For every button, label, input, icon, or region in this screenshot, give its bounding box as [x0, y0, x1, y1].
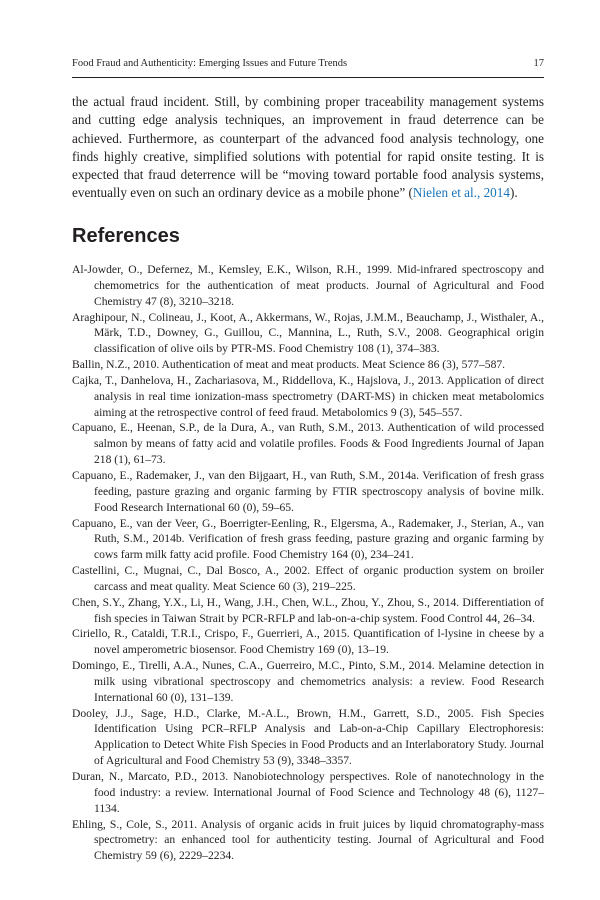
running-title: Food Fraud and Authenticity: Emerging Issues and Future Trends — [72, 58, 348, 69]
body-text: the actual fraud incident. Still, by combining proper traceability management systems and cutting edge analysis techniques, an improvement in fraud deterrence can be achieved. Furthermore, as counterpart of the advanced food analysis technology, one finds highly creative, simplified solutions with potential for rapid onsite testing. It is expected that fraud deterrence will be “moving toward portable food analysis systems, eventually even on such an ordinary device as a mobile phone” ( — [72, 94, 544, 201]
reference-item: Al-Jowder, O., Defernez, M., Kemsley, E.K., Wilson, R.H., 1999. Mid-infrared spectroscopy and chemometrics for the authentication of meat products. Journal of Agricultural and Food Chemistry 47 (8), 3210–3218. — [72, 263, 544, 308]
running-header — [72, 57, 544, 70]
body-paragraph — [72, 93, 544, 203]
reference-item: Domingo, E., Tirelli, A.A., Nunes, C.A., Guerreiro, M.C., Pinto, S.M., 2014. Melamine detection in milk using vibrational spectroscopy and chemometrics analysis: a review. Food Research International 60 (0), 131–139. — [72, 659, 544, 704]
reference-item: Dooley, J.J., Sage, H.D., Clarke, M.-A.L., Brown, H.M., Garrett, S.D., 2005. Fish Species Identification Using PCR–RFLP Analysis and Lab-on-a-Chip Capillary Electrophoresis: Application to Detect White Fish Species in Food Products and an Interlaboratory Study. Journal of Agricultural and Food Chemistry 53 (9), 3348–3357. — [72, 706, 544, 768]
reference-item: Ehling, S., Cole, S., 2011. Analysis of organic acids in fruit juices by liquid chromatography-mass spectrometry: an enhanced tool for authenticity testing. Journal of Agricultural and Food Chemistry 59 (6), 2229–2234. — [72, 817, 544, 863]
citation-link[interactable]: Nielen et al., 2014 — [412, 185, 510, 201]
reference-item: Duran, N., Marcato, P.D., 2013. Nanobiotechnology perspectives. Role of nanotechnology in the food industry: a review. International Journal of Food Science and Technology 48 (6), 1127–1134. — [72, 770, 544, 815]
body-text-end: ). — [509, 185, 518, 201]
header-rule — [72, 77, 544, 78]
reference-item: Chen, S.Y., Zhang, Y.X., Li, H., Wang, J.H., Chen, W.L., Zhou, Y., Zhou, S., 2014. Differentiation of fish species in Taiwan Strait by PCR-RFLP and lab-on-a-chip system. Food Control 44, 26–34. — [72, 595, 544, 625]
reference-item: Araghipour, N., Colineau, J., Koot, A., Akkermans, W., Rojas, J.M.M., Beauchamp, J., Wisthaler, A., Märk, T.D., Downey, G., Guillou, C., Mannina, L., Ruth, S.V., 2008. Geographical origin classification of olive oils by PTR-MS. Food Chemistry 108 (1), 374–383. — [72, 310, 544, 356]
reference-item: Ciriello, R., Cataldi, T.R.I., Crispo, F., Guerrieri, A., 2015. Quantification of l-lysine in cheese by a novel amperometric biosensor. Food Chemistry 169 (0), 13–19. — [72, 627, 544, 657]
reference-item: Capuano, E., van der Veer, G., Boerrigter-Eenling, R., Elgersma, A., Rademaker, J., Sterian, A., van Ruth, S.M., 2014b. Verification of fresh grass feeding, pasture grazing and organic farming by cows farm milk fatty acid profile. Food Chemistry 164 (0), 234–241. — [72, 516, 544, 562]
reference-item: Capuano, E., Rademaker, J., van den Bijgaart, H., van Ruth, S.M., 2014a. Verification of fresh grass feeding, pasture grazing and organic farming by FTIR spectroscopy analysis of bovine milk. Food Research International 60 (0), 59–65. — [72, 468, 544, 514]
references-heading: References — [72, 225, 180, 247]
page-number: 17 — [533, 58, 544, 69]
reference-item: Ballin, N.Z., 2010. Authentication of meat and meat products. Meat Science 86 (3), 577–587. — [72, 358, 506, 372]
reference-item: Cajka, T., Danhelova, H., Zachariasova, M., Riddellova, K., Hajslova, J., 2013. Application of direct analysis in real time ionization-mass spectrometry (DART-MS) in chicken meat metabolomics aiming at the retrospective control of feed fraud. Metabolomics 9 (3), 545–557. — [72, 373, 544, 419]
reference-list — [72, 262, 544, 864]
reference-item: Capuano, E., Heenan, S.P., de la Dura, A., van Ruth, S.M., 2013. Authentication of wild processed salmon by means of fatty acid and volatile profiles. Foods & Food Ingredients Journal of Japan 218 (1), 61–73. — [72, 421, 544, 467]
reference-item: Castellini, C., Mugnai, C., Dal Bosco, A., 2002. Effect of organic production system on broiler carcass and meat quality. Meat Science 60 (3), 219–225. — [72, 564, 544, 593]
